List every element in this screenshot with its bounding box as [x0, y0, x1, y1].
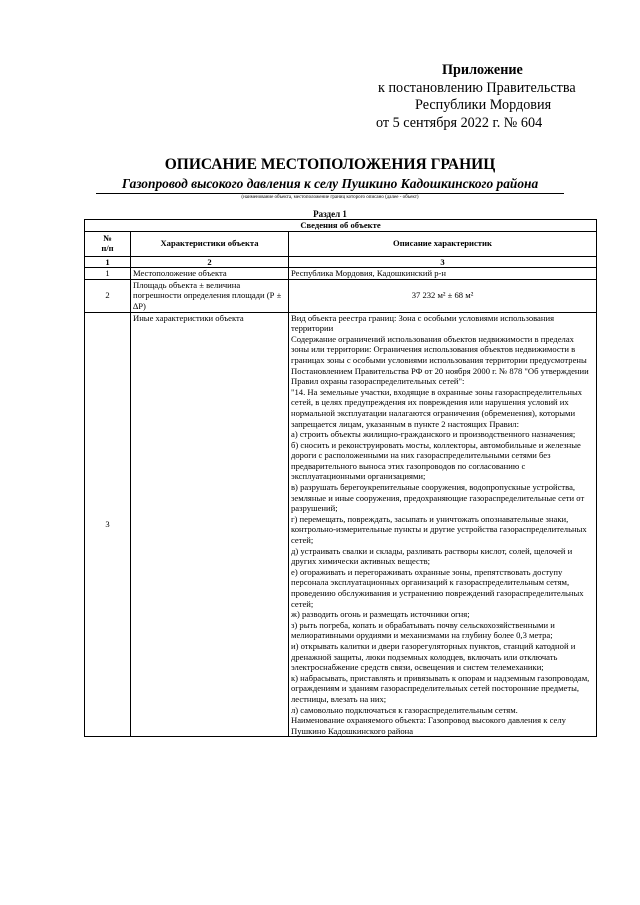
description-paragraph: ж) разводить огонь и размещать источники огня;: [291, 609, 470, 620]
table-caption-row: [85, 220, 597, 232]
document-note: (наименование объекта, местоположение границ которого описано (далее - объект): [241, 195, 419, 200]
description-paragraph: Вид объекта реестра границ: Зона с особыми условиями использования территории: [291, 312, 555, 334]
document-subtitle: Газопровод высокого давления к селу Пушкино Кадошкинского района: [96, 176, 564, 194]
description-paragraph: к) набрасывать, приставлять и привязывать к опорам и надземным газопроводам, ограждениям и зданиям газораспределительных сетей посторонние предметы, лестницы, влезать на них;: [291, 672, 590, 704]
description-paragraph: е) огораживать и перегораживать охранные зоны, препятствовать доступу персонала эксплуатационных организаций к газораспределительным сетям, проведению обслуживания и устранению повреждений газораспределительных сетей;: [291, 566, 584, 609]
appendix-title: Приложение: [442, 62, 523, 78]
row-number: 1: [85, 268, 131, 280]
description-paragraph: а) строить объекты жилищно-гражданского и производственного назначения;: [291, 429, 576, 440]
header-characteristic: Характеристики объекта: [131, 231, 289, 256]
header-num: № п/п: [85, 231, 131, 256]
description-paragraph: "14. На земельные участки, входящие в охранные зоны газораспределительных сетей, в целях предупреждения их повреждения или нарушения условий их нормальной эксплуатации налагаются ограничения (обременения), которыми запрещается лицам, указанным в пункте 2 настоящих Правил:: [291, 386, 583, 429]
row-characteristic: Площадь объекта ± величина погрешности определения площади (Р ± ∆Р): [131, 279, 289, 312]
description-paragraph: л) самовольно подключаться к газораспределительным сетям.: [291, 704, 518, 715]
table-row: [85, 268, 597, 280]
description-paragraph: Содержание ограничений использования объектов недвижимости в пределах зоны или территории: Ограничения использования объектов недвижимости в границах зоны с особыми условиями использования территории предусмотрены Постановлением Правительства РФ от 20 ноября 2000 г. № 878 "Об утверждении Правил охраны газораспределительных сетей":: [291, 333, 589, 387]
description-paragraph: и) открывать калитки и двери газорегуляторных пунктов, станций катодной и дренажной защиты, люки подземных колодцев, включать или отключать электроснабжение средств связи, освещения и систем телемеханики;: [291, 640, 576, 673]
appendix-line-3: от 5 сентября 2022 г. № 604: [376, 114, 543, 131]
row-number: 3: [85, 312, 131, 737]
row-description: [289, 312, 597, 737]
row-characteristic: Местоположение объекта: [131, 268, 289, 280]
description-paragraph: б) сносить и реконструировать мосты, коллекторы, автомобильные и железные дороги с расположенными на них газораспределительными сетями без предварительного выноса этих газопроводов по согласованию с эксплуатационными организациями;: [291, 439, 581, 482]
description-paragraph: Наименование охраняемого объекта: Газопровод высокого давления к селу Пушкино Кадошкинского района: [291, 715, 566, 736]
description-paragraph: г) перемещать, повреждать, засыпать и уничтожать опознавательные знаки, контрольно-измерительные пункты и другие устройства газораспределительных сетей;: [291, 513, 587, 546]
index-cell-2: 2: [131, 256, 289, 268]
appendix-line-1: к постановлению Правительства: [378, 79, 576, 96]
row-characteristic: Иные характеристики объекта: [131, 312, 289, 737]
row-value: Республика Мордовия, Кадошкинский р-н: [289, 268, 597, 280]
description-paragraph: д) устраивать свалки и склады, разливать растворы кислот, солей, щелочей и других химически активных веществ;: [291, 545, 573, 567]
index-cell-1: 1: [85, 256, 131, 268]
row-number: 2: [85, 279, 131, 312]
index-cell-3: 3: [289, 256, 597, 268]
header-description: Описание характеристик: [289, 231, 597, 256]
document-title: ОПИСАНИЕ МЕСТОПОЛОЖЕНИЯ ГРАНИЦ: [164, 156, 496, 173]
object-info-table: [84, 219, 597, 737]
table-row: [85, 279, 597, 312]
appendix-line-2: Республики Мордовия: [415, 97, 552, 113]
description-paragraph: в) разрушать берегоукрепительные сооружения, водопропускные устройства, земляные и иные сооружения, предохраняющие газораспределительные сети от разрушений;: [291, 482, 585, 514]
table-row: [85, 312, 597, 737]
row-value: 37 232 м² ± 68 м²: [289, 279, 597, 312]
table-header-row: [85, 231, 597, 256]
description-paragraph: з) рыть погреба, копать и обрабатывать почву сельскохозяйственными и мелиоративными орудиями и механизмами на глубину более 0,3 метра;: [291, 619, 555, 641]
table-index-row: [85, 256, 597, 268]
section-title: Раздел 1: [313, 209, 347, 219]
table-caption: Сведения об объекте: [85, 220, 597, 232]
appendix-header: [370, 62, 600, 132]
